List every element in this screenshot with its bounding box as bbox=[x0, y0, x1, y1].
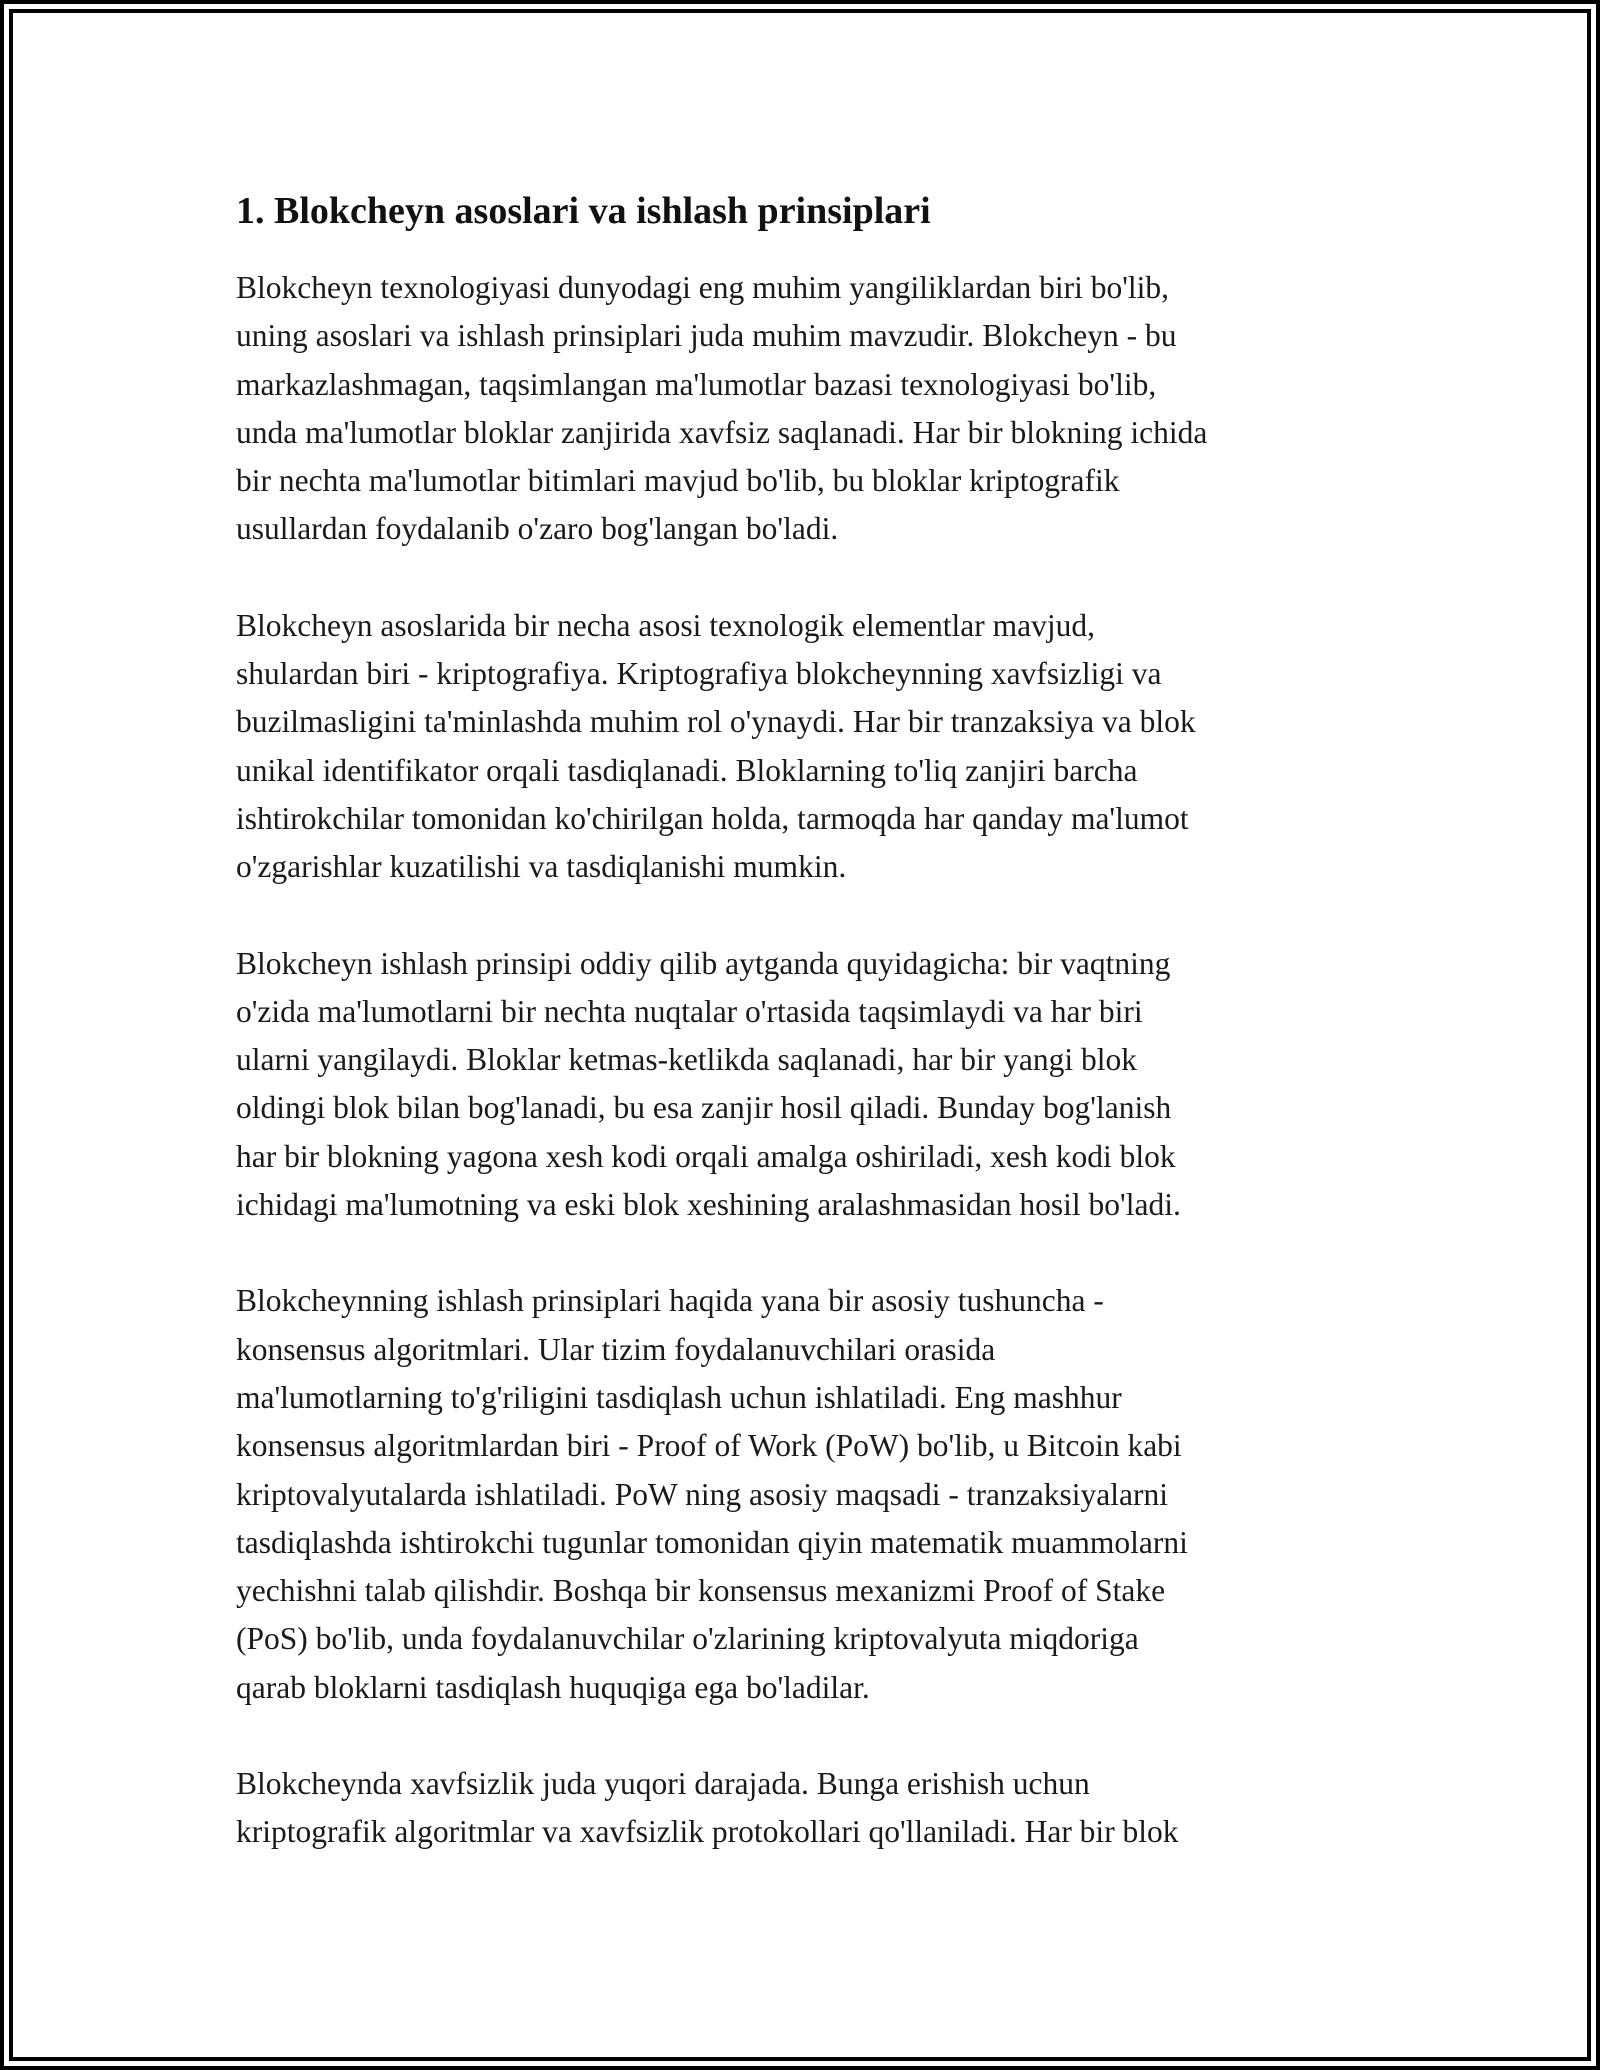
paragraph-line: usullardan foydalanib o'zaro bog'langan bo'ladi. bbox=[236, 511, 839, 547]
paragraph-line: tasdiqlashda ishtirokchi tugunlar tomonidan qiyin matematik muammolarni bbox=[236, 1524, 1188, 1560]
paragraph-line: Blokcheynning ishlash prinsiplari haqida yana bir asosiy tushuncha - bbox=[236, 1283, 1104, 1319]
paragraph-line: ichidagi ma'lumotning va eski blok xeshining aralashmasidan hosil bo'ladi. bbox=[236, 1187, 1181, 1223]
paragraph-line: ishtirokchilar tomonidan ko'chirilgan holda, tarmoqda har qanday ma'lumot bbox=[236, 800, 1189, 836]
paragraph-line: Blokcheyn asoslarida bir necha asosi texnologik elementlar mavjud, bbox=[236, 607, 1096, 643]
paragraph-line: ma'lumotlarning to'g'riligini tasdiqlash uchun ishlatiladi. Eng mashhur bbox=[236, 1379, 1122, 1415]
paragraph-line: bir nechta ma'lumotlar bitimlari mavjud bo'lib, bu bloklar kriptografik bbox=[236, 463, 1120, 499]
paragraph-line: Blokcheyn texnologiyasi dunyodagi eng muhim yangiliklardan biri bo'lib, bbox=[236, 270, 1170, 305]
paragraph-line: buzilmasligini ta'minlashda muhim rol o'ynaydi. Har bir tranzaksiya va blok bbox=[236, 704, 1196, 740]
paragraph-line: uning asoslari va ishlash prinsiplari juda muhim mavzudir. Blokcheyn - bu bbox=[236, 318, 1177, 354]
paragraph-line: kriptovalyutalarda ishlatiladi. PoW ning asosiy maqsadi - tranzaksiyalarni bbox=[236, 1476, 1168, 1512]
paragraph-line: konsensus algoritmlardan biri - Proof of Work (PoW) bo'lib, u Bitcoin kabi bbox=[236, 1428, 1182, 1464]
paragraph-line: unikal identifikator orqali tasdiqlanadi. Bloklarning to'liq zanjiri barcha bbox=[236, 752, 1138, 788]
paragraph-line: o'zgarishlar kuzatilishi va tasdiqlanishi mumkin. bbox=[236, 849, 847, 885]
paragraph-line: shulardan biri - kriptografiya. Kriptografiya blokcheynning xavfsizligi va bbox=[236, 656, 1162, 692]
paragraph-line: Blokcheynda xavfsizlik juda yuqori darajada. Bunga erishish uchun bbox=[236, 1766, 1090, 1802]
paragraph-line: oldingi blok bilan bog'lanadi, bu esa zanjir hosil qiladi. Bunday bog'lanish bbox=[236, 1090, 1172, 1126]
paragraph-line: qarab bloklarni tasdiqlash huquqiga ega bo'ladilar. bbox=[236, 1669, 870, 1705]
paragraph-4 bbox=[236, 1277, 1386, 1712]
paragraph-line: unda ma'lumotlar bloklar zanjirida xavfsiz saqlanadi. Har bir blokning ichida bbox=[236, 414, 1208, 450]
paragraph-line: kriptografik algoritmlar va xavfsizlik protokollari qo'llaniladi. Har bir blok bbox=[236, 1814, 1179, 1850]
paragraph-1 bbox=[236, 264, 1386, 554]
document-body bbox=[236, 186, 1386, 1905]
section-heading: 1. Blokcheyn asoslari va ishlash prinsiplari bbox=[236, 190, 931, 232]
paragraph-line: (PoS) bo'lib, unda foydalanuvchilar o'zlarining kriptovalyuta miqdoriga bbox=[236, 1621, 1139, 1657]
paragraph-line: Blokcheyn ishlash prinsipi oddiy qilib aytganda quyidagicha: bir vaqtning bbox=[236, 945, 1171, 981]
paragraph-5 bbox=[236, 1760, 1386, 1857]
paragraph-3 bbox=[236, 940, 1386, 1230]
paragraph-2 bbox=[236, 602, 1386, 892]
paragraph-line: markazlashmagan, taqsimlangan ma'lumotlar bazasi texnologiyasi bo'lib, bbox=[236, 366, 1157, 402]
paragraph-line: yechishni talab qilishdir. Boshqa bir konsensus mexanizmi Proof of Stake bbox=[236, 1573, 1166, 1609]
paragraph-line: har bir blokning yagona xesh kodi orqali amalga oshiriladi, xesh kodi blok bbox=[236, 1138, 1176, 1174]
paragraph-line: konsensus algoritmlari. Ular tizim foydalanuvchilari orasida bbox=[236, 1331, 996, 1367]
paragraph-line: o'zida ma'lumotlarni bir nechta nuqtalar o'rtasida taqsimlaydi va har biri bbox=[236, 993, 1143, 1029]
paragraph-line: ularni yangilaydi. Bloklar ketmas-ketlikda saqlanadi, har bir yangi blok bbox=[236, 1042, 1138, 1078]
